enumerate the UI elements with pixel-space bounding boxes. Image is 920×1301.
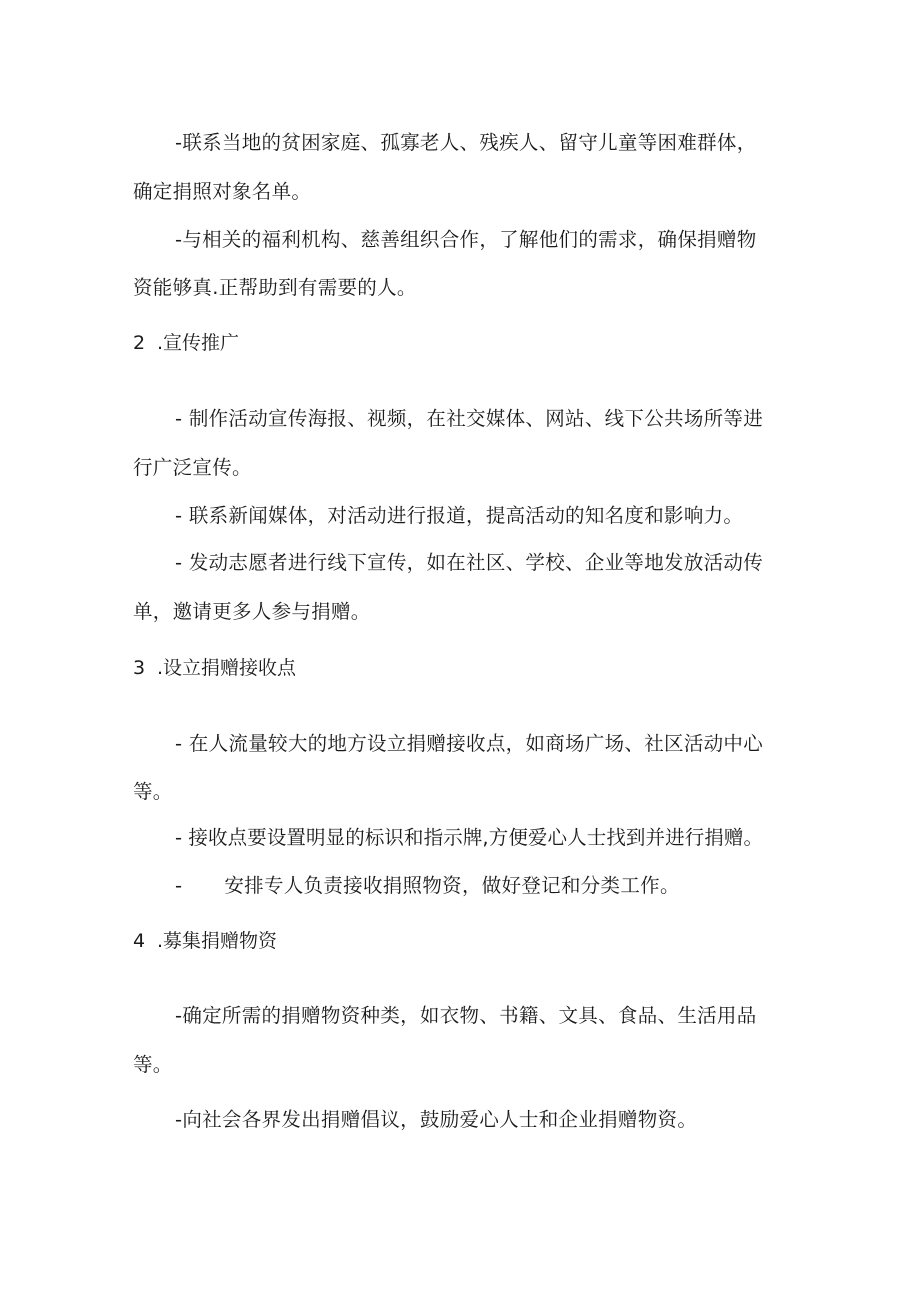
section-2-item-3-line-1: - 发动志愿者进行线下宣传，如在社区、学校、企业等地发放活动传 (175, 551, 764, 574)
section-3-heading (133, 656, 296, 680)
section-2-item-1-line-1: - 制作活动宣传海报、视频，在社交媒体、网站、线下公共场所等进 (175, 407, 764, 430)
paragraph-1-line-2: 确定捐照对象名单。 (133, 180, 312, 203)
section-4-title: .募集捐赠物资 (157, 930, 278, 952)
section-3-item-1-line-2: 等。 (133, 780, 173, 803)
section-3-number: 3 (133, 657, 146, 679)
section-3-item-3-dash: - (175, 874, 183, 897)
paragraph-1-line-1: -联系当地的贫困家庭、孤寡老人、残疾人、留守儿童等困难群体， (175, 131, 757, 154)
section-2-heading (133, 331, 239, 355)
paragraph-2-line-2: 资能够真.正帮助到有需要的人。 (133, 276, 417, 299)
section-4-heading (133, 929, 277, 953)
section-3-item-2-line-1: - 接收点要设置明显的标识和指示牌,方便爱心人士找到并进行捐赠。 (175, 826, 764, 849)
section-3-item-3-text: 安排专人负责接收捐照物资，做好登记和分类工作。 (224, 874, 680, 897)
section-2-item-2-line-1: - 联系新闻媒体，对活动进行报道，提高活动的知名度和影响力。 (175, 504, 744, 527)
section-3-item-3-line-1 (175, 874, 680, 898)
section-4-item-2-line-1: -向社会各界发出捐赠倡议，鼓励爱心人士和企业捐赠物资。 (175, 1108, 698, 1131)
section-3-title: .设立捐赠接收点 (157, 657, 297, 679)
section-2-number: 2 (133, 332, 146, 354)
paragraph-2-line-1: -与相关的福利机构、慈善组织合作，了解他们的需求，确保捐赠物 (175, 228, 757, 251)
section-4-number: 4 (133, 930, 146, 952)
section-4-item-1-line-1: -确定所需的捐赠物资种类，如衣物、书籍、文具、食品、生活用品 (175, 1004, 757, 1027)
section-2-item-1-line-2: 行广泛宣传。 (133, 456, 252, 479)
section-4-item-1-line-2: 等。 (133, 1053, 173, 1076)
section-3-item-1-line-1: - 在人流量较大的地方设立捐赠接收点，如商场广场、社区活动中心 (175, 732, 764, 755)
section-2-item-3-line-2: 单，邀请更多人参与捐赠。 (133, 600, 371, 623)
section-2-title: .宣传推广 (157, 332, 240, 354)
